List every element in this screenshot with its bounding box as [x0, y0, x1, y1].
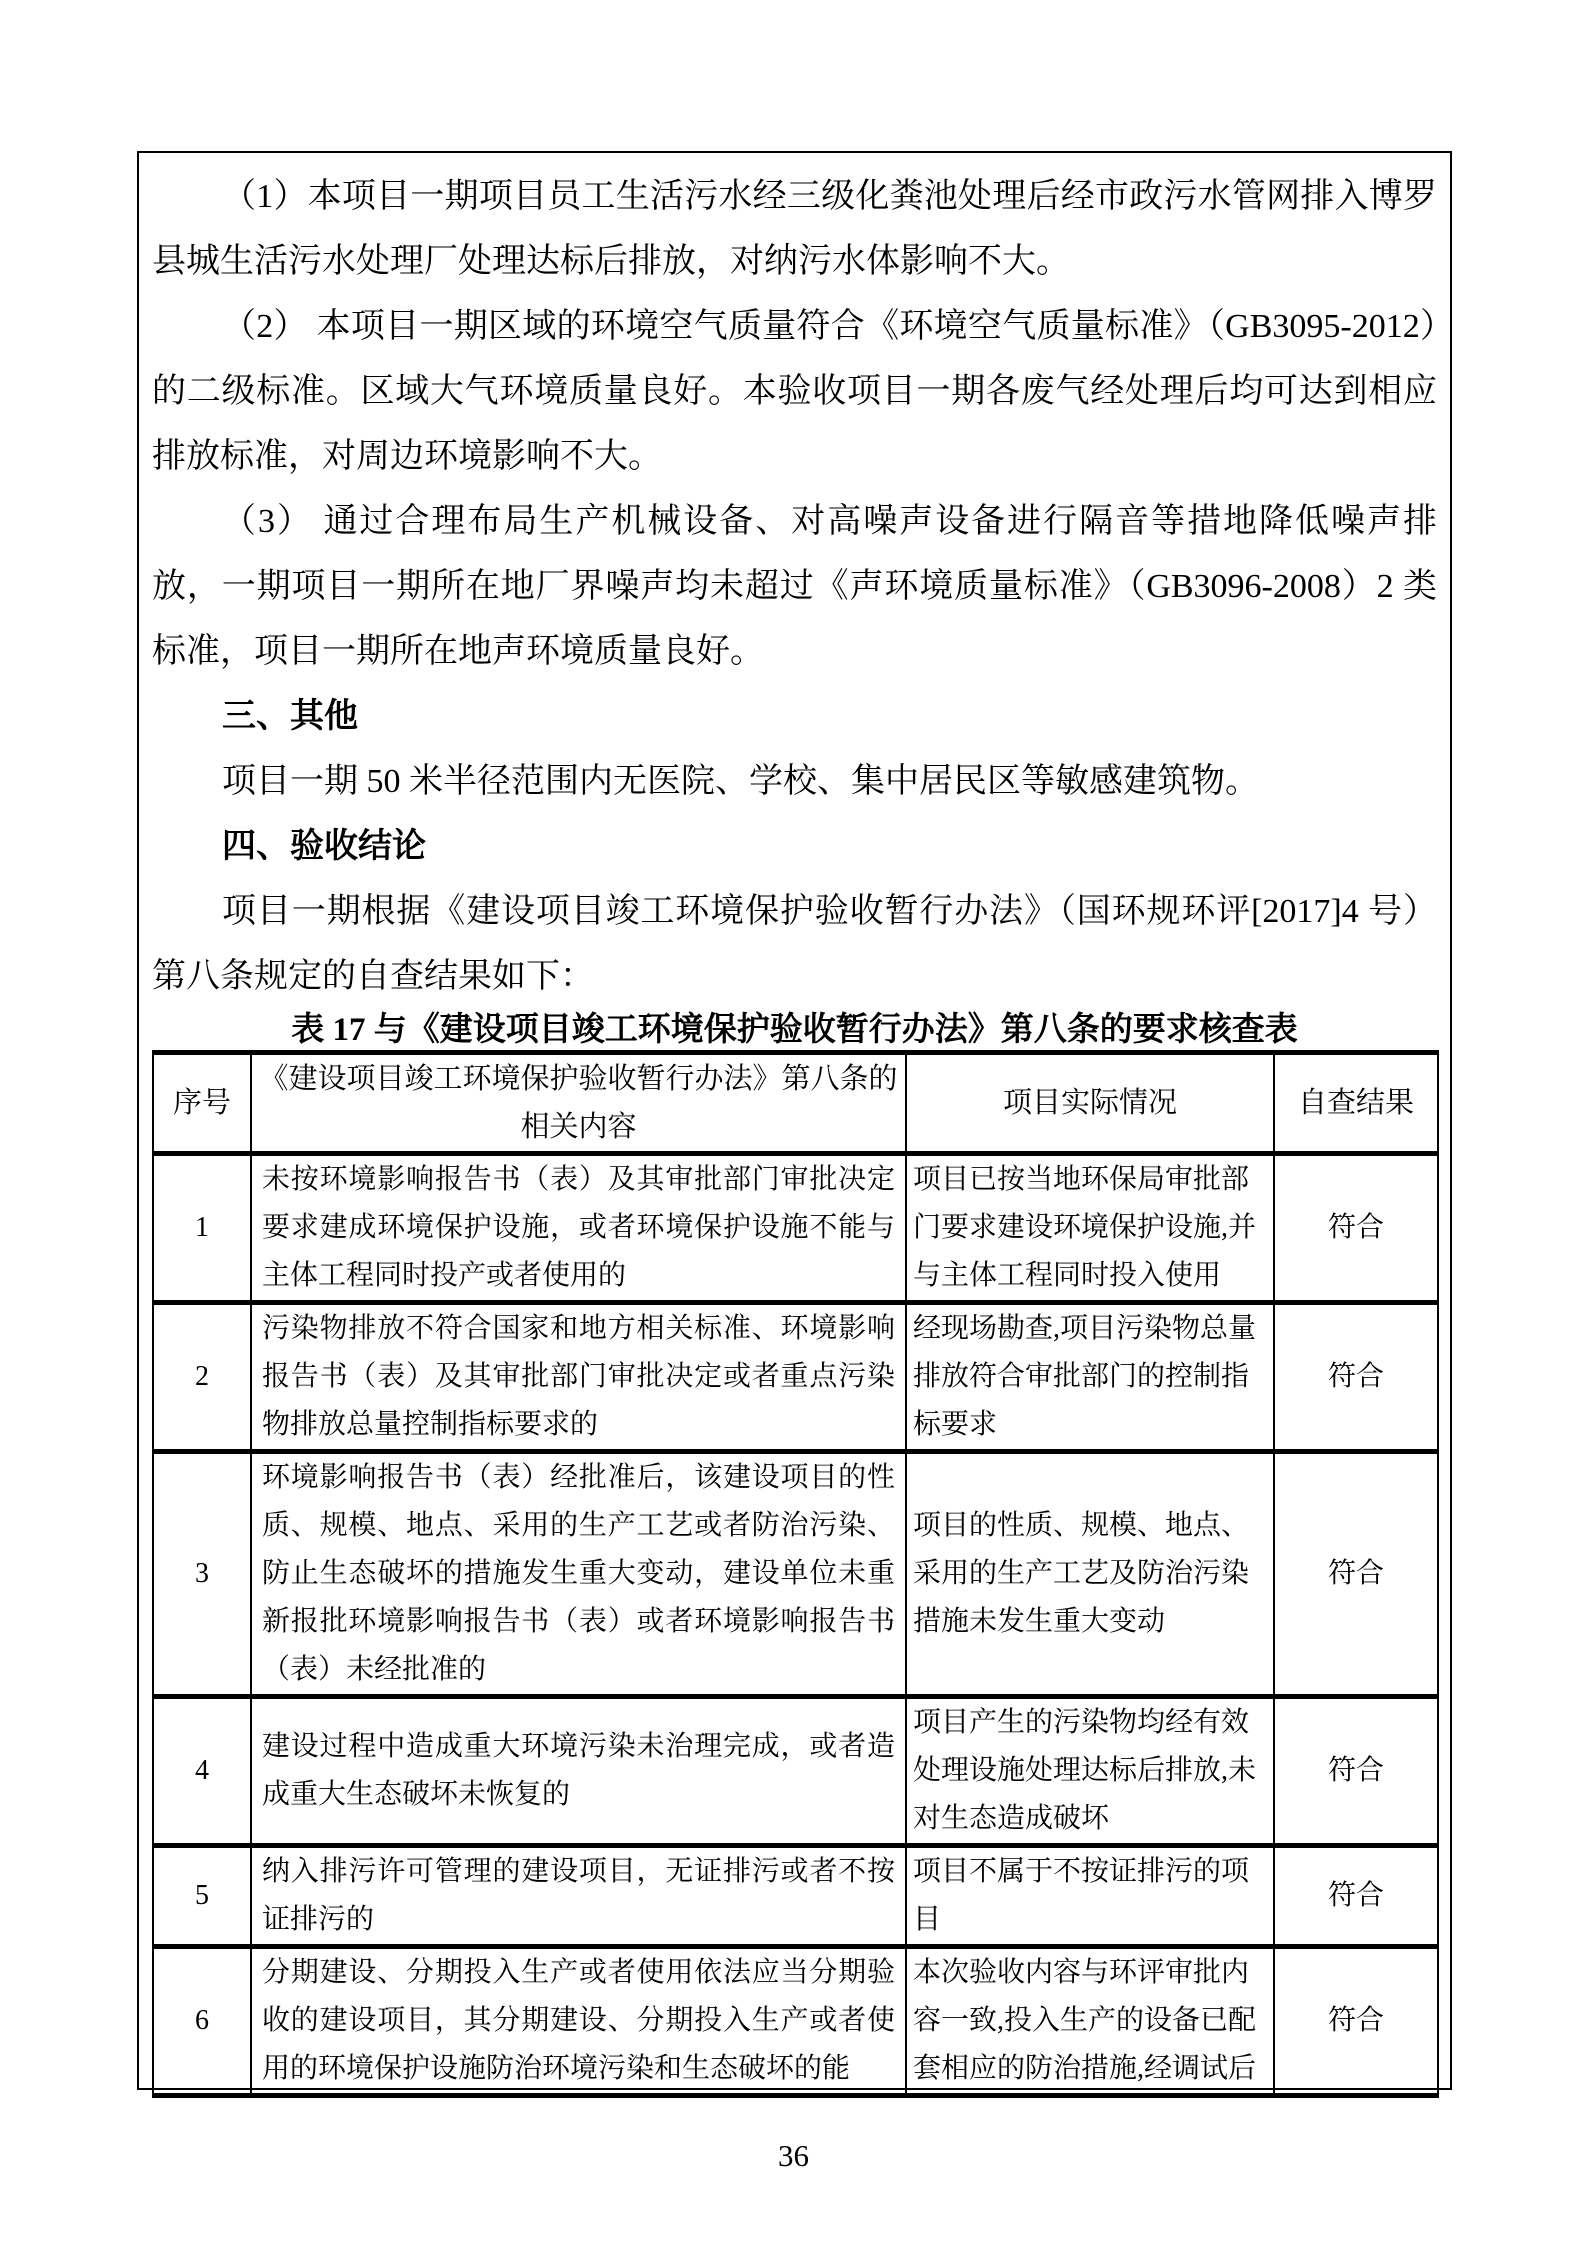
table-cell-requirement: 污染物排放不符合国家和地方相关标准、环境影响报告书（表）及其审批部门审批决定或者重点污染物排放总量控制指标要求的: [251, 1303, 906, 1452]
paragraph-self-check-intro: 项目一期根据《建设项目竣工环境保护验收暂行办法》（国环规环评[2017]4 号）第八条规定的自查结果如下：: [152, 893, 1437, 995]
table-cell-no: 3: [153, 1452, 251, 1697]
table-cell-requirement: 分期建设、分期投入生产或者使用依法应当分期验收的建设项目，其分期建设、分期投入生产或者使用的环境保护设施防治环境污染和生态破坏的能: [251, 1947, 906, 2096]
table-cell-result: 符合: [1274, 1846, 1438, 1947]
table-row: [153, 1697, 1438, 1846]
table-row: [153, 1947, 1438, 2096]
table-cell-actual: 经现场勘查,项目污染物总量排放符合审批部门的控制指标要求: [906, 1303, 1274, 1452]
table-row: [153, 1154, 1438, 1303]
content-border-box: [137, 151, 1452, 2090]
table-cell-no: 5: [153, 1846, 251, 1947]
table-cell-requirement: 未按环境影响报告书（表）及其审批部门审批决定要求建成环境保护设施，或者环境保护设施不能与主体工程同时投产或者使用的: [251, 1154, 906, 1303]
table-cell-result: 符合: [1274, 1154, 1438, 1303]
table-cell-requirement: 环境影响报告书（表）经批准后，该建设项目的性质、规模、地点、采用的生产工艺或者防治污染、防止生态破坏的措施发生重大变动，建设单位未重新报批环境影响报告书（表）或者环境影响报告书（表）未经批准的: [251, 1452, 906, 1697]
table-title: 表 17 与《建设项目竣工环境保护验收暂行办法》第八条的要求核查表: [291, 1012, 1298, 1048]
table-cell-result: 符合: [1274, 1303, 1438, 1452]
table-cell-actual: 项目的性质、规模、地点、采用的生产工艺及防治污染措施未发生重大变动: [906, 1452, 1274, 1697]
table-cell-result: 符合: [1274, 1697, 1438, 1846]
paragraph-noise: （3） 通过合理布局生产机械设备、对高噪声设备进行隔音等措地降低噪声排放，一期项目一期所在地厂界噪声均未超过《声环境质量标准》（GB3096-2008）2 类标准，项目一期所在地声环境质量良好。: [152, 503, 1437, 670]
table-cell-no: 1: [153, 1154, 251, 1303]
table-cell-actual: 项目已按当地环保局审批部门要求建设环境保护设施,并与主体工程同时投入使用: [906, 1154, 1274, 1303]
paragraph-air-quality: （2） 本项目一期区域的环境空气质量符合《环境空气质量标准》（GB3095-2012）的二级标准。区域大气环境质量良好。本验收项目一期各废气经处理后均可达到相应排放标准，对周边环境影响不大。: [152, 308, 1437, 475]
table-cell-requirement: 纳入排污许可管理的建设项目，无证排污或者不按证排污的: [251, 1846, 906, 1947]
page-number: 36: [778, 2138, 809, 2173]
section-heading-conclusion: 四、验收结论: [222, 828, 426, 865]
table-cell-actual: 项目产生的污染物均经有效处理设施处理达标后排放,未对生态造成破坏: [906, 1697, 1274, 1846]
table-cell-requirement: 建设过程中造成重大环境污染未治理完成，或者造成重大生态破坏未恢复的: [251, 1697, 906, 1846]
table-cell-result: 符合: [1274, 1452, 1438, 1697]
paragraph-sensitive-buildings: 项目一期 50 米半径范围内无医院、学校、集中居民区等敏感建筑物。: [222, 763, 1259, 800]
table-row: [153, 1846, 1438, 1947]
paragraph-wastewater: （1）本项目一期项目员工生活污水经三级化粪池处理后经市政污水管网排入博罗县城生活污水处理厂处理达标后排放，对纳污水体影响不大。: [152, 178, 1437, 280]
table-row: [153, 1452, 1438, 1697]
body-text-block: [152, 164, 1437, 1061]
table-header-requirement: 《建设项目竣工环境保护验收暂行办法》第八条的相关内容: [251, 1053, 906, 1154]
table-header-row: [153, 1053, 1438, 1154]
table-cell-no: 4: [153, 1697, 251, 1846]
table-row: [153, 1303, 1438, 1452]
table-cell-actual: 项目不属于不按证排污的项目: [906, 1846, 1274, 1947]
table-header-actual: 项目实际情况: [906, 1053, 1274, 1154]
table-cell-result: 符合: [1274, 1947, 1438, 2096]
table-cell-no: 2: [153, 1303, 251, 1452]
inspection-check-table: [152, 1050, 1439, 2098]
table-header-result: 自查结果: [1274, 1053, 1438, 1154]
table-header-no: 序号: [153, 1053, 251, 1154]
section-heading-other: 三、其他: [222, 698, 358, 735]
table-cell-actual: 本次验收内容与环评审批内容一致,投入生产的设备已配套相应的防治措施,经调试后: [906, 1947, 1274, 2096]
table-cell-no: 6: [153, 1947, 251, 2096]
